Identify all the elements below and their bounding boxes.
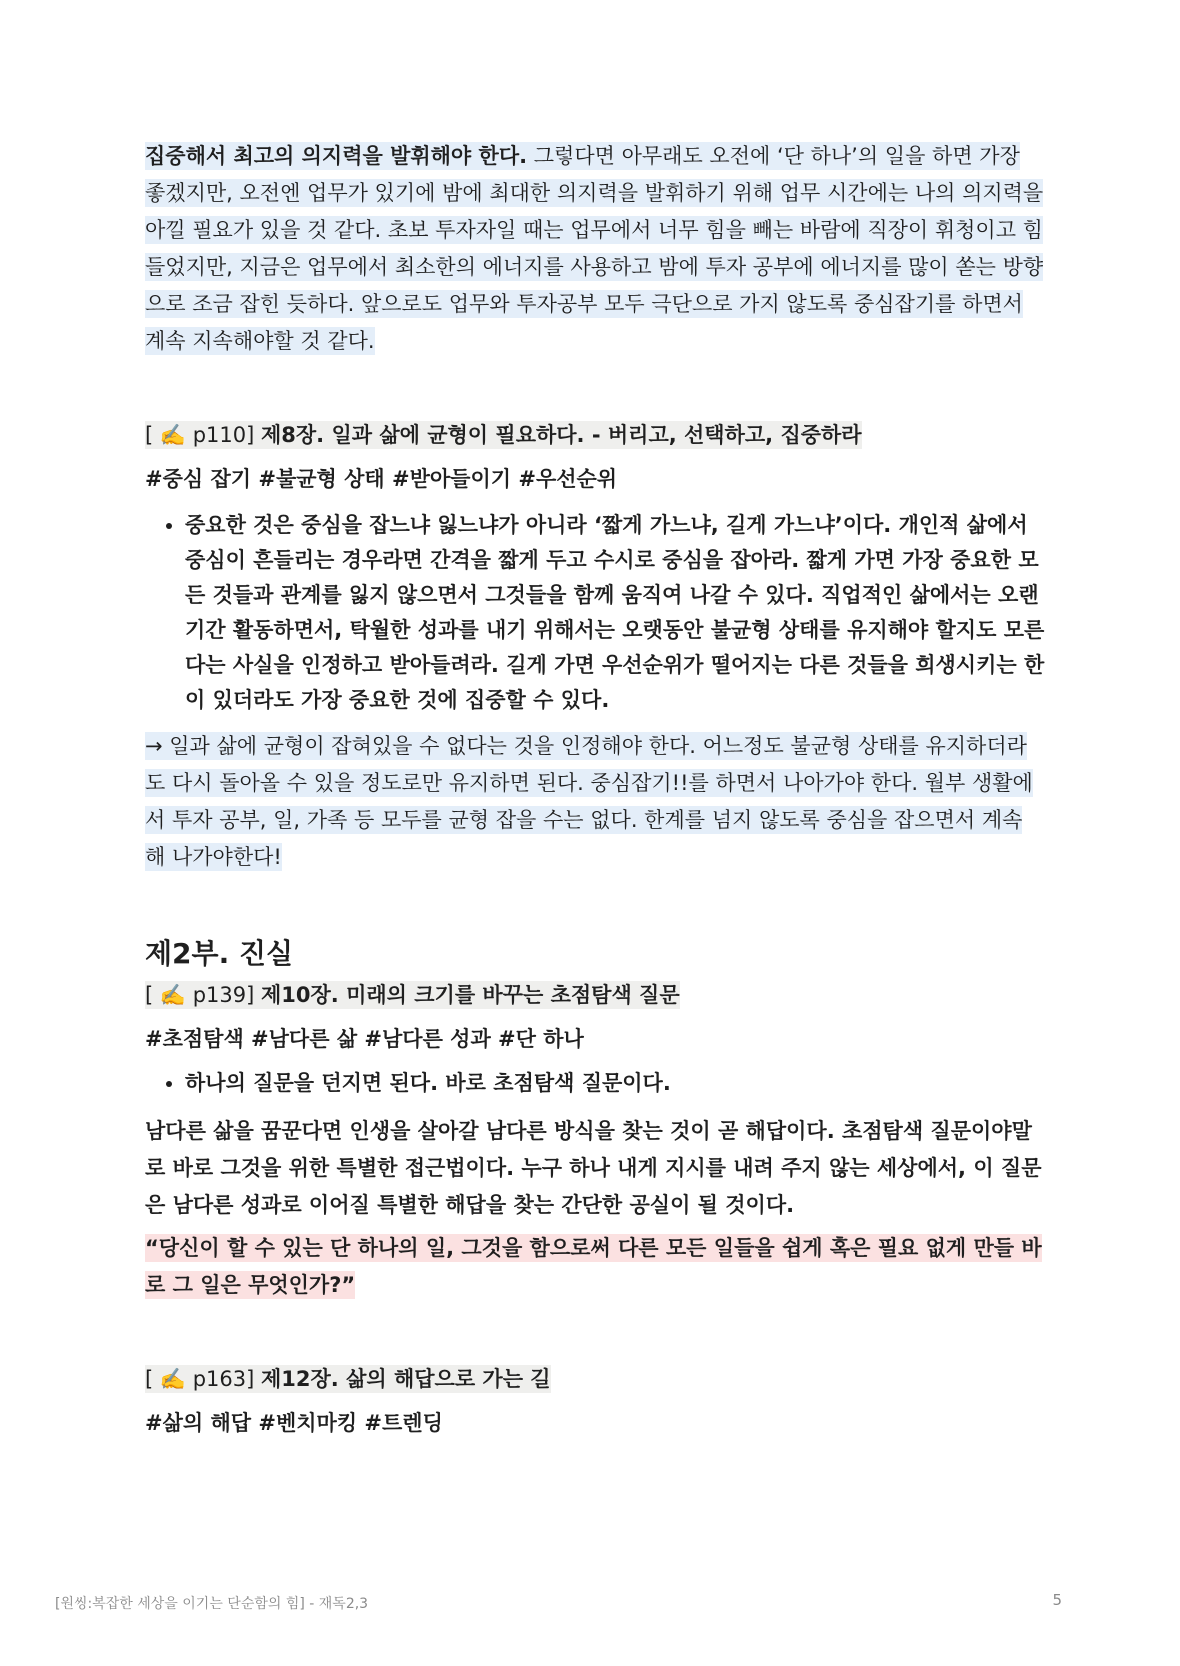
chapter-8-title: 제8장. 일과 삶에 균형이 필요하다. - 버리고, 선택하고, 집중하라 bbox=[261, 423, 862, 447]
writing-hand-icon: ✍️ bbox=[159, 983, 187, 1007]
chapter-12-heading bbox=[145, 1362, 1045, 1396]
reflection-text: → 일과 삶에 균형이 잡혀있을 수 없다는 것을 인정해야 한다. 어느정도 불균형 상태를 유지하더라도 다시 돌아올 수 있을 정도로만 유지하면 된다. 중심잡기!!를 하면서 나아가야 한다. 월부 생활에서 투자 공부, 일, 가족 등 모두를 균형 잡을 수는 없다. 한계를 넘지 않도록 중심을 잡으면서 계속 해 나가야한다! bbox=[145, 734, 1033, 869]
chapter-10-bullet-list bbox=[145, 1066, 1045, 1101]
intro-text: 그렇다면 아무래도 오전에 ‘단 하나’의 일을 하면 가장 좋겠지만, 오전엔 업무가 있기에 밤에 최대한 의지력을 발휘하기 위해 업무 시간에는 나의 의지력을 아낄 필요가 있을 것 같다. 초보 투자자일 때는 업무에서 너무 힘을 빼는 바람에 직장이 휘청이고 힘들었지만, 지금은 업무에서 최소한의 에너지를 사용하고 밤에 투자 공부에 에너지를 많이 쏟는 방향으로 조금 잡힌 듯하다. 앞으로도 업무와 투자공부 모두 극단으로 가지 않도록 중심잡기를 하면서 계속 지속해야할 것 같다. bbox=[145, 144, 1044, 353]
writing-hand-icon: ✍️ bbox=[159, 423, 187, 447]
bracket-open: [ bbox=[145, 423, 160, 447]
chapter-10-body: 남다른 삶을 꿈꾼다면 인생을 살아갈 남다른 방식을 찾는 것이 곧 해답이다. 초점탐색 질문이야말로 바로 그것을 위한 특별한 접근법이다. 누구 하나 내게 지시를 내려 주지 않는 세상에서, 이 질문은 남다른 성과로 이어질 특별한 해답을 찾는 간단한 공실이 될 것이다. bbox=[145, 1119, 1042, 1217]
chapter-8-reflection bbox=[145, 728, 1045, 876]
page-ref: p163] bbox=[186, 1367, 261, 1391]
chapter-12-tags: #삶의 해답 #벤치마킹 #트렌딩 bbox=[145, 1411, 443, 1435]
page-ref: p110] bbox=[186, 423, 261, 447]
footer-page-number: 5 bbox=[1052, 1591, 1062, 1609]
quote-text: “당신이 할 수 있는 단 하나의 일, 그것을 함으로써 다른 모든 일들을 쉽게 혹은 필요 없게 만들 바로 그 일은 무엇인가?” bbox=[145, 1236, 1042, 1297]
part-2-title: 제2부. 진실 bbox=[145, 937, 294, 970]
chapter-8-heading bbox=[145, 418, 1045, 452]
chapter-10-title: 제10장. 미래의 크기를 바꾸는 초점탐색 질문 bbox=[261, 983, 680, 1007]
intro-paragraph bbox=[145, 138, 1045, 360]
chapter-12-section bbox=[145, 1362, 1045, 1440]
chapter-8-tags: #중심 잡기 #불균형 상태 #받아들이기 #우선순위 bbox=[145, 467, 618, 491]
bracket-open: [ bbox=[145, 983, 160, 1007]
document-body bbox=[145, 138, 1045, 1440]
intro-bold-text: 집중해서 최고의 의지력을 발휘해야 한다. bbox=[145, 144, 528, 168]
chapter-10-quote bbox=[145, 1230, 1045, 1304]
chapter-10-heading bbox=[145, 978, 1045, 1012]
chapter-10-tags: #초점탐색 #남다른 삶 #남다른 성과 #단 하나 bbox=[145, 1027, 584, 1051]
chapter-10-bullet: • 하나의 질문을 던지면 된다. 바로 초점탐색 질문이다. bbox=[185, 1066, 1045, 1101]
bracket-open: [ bbox=[145, 1367, 160, 1391]
chapter-8-bullet-list bbox=[145, 508, 1045, 718]
chapter-8-bullet: • 중요한 것은 중심을 잡느냐 잃느냐가 아니라 ‘짧게 가느냐, 길게 가느냐’이다. 개인적 삶에서 중심이 흔들리는 경우라면 간격을 짧게 두고 수시로 중심을 잡아라. 짧게 가면 가장 중요한 모든 것들과 관계를 잃지 않으면서 그것들을 함께 움직여 나갈 수 있다. 직업적인 삶에서는 오랜 기간 활동하면서, 탁월한 성과를 내기 위해서는 오랫동안 불균형 상태를 유지해야 할지도 모른다는 사실을 인정하고 받아들려라. 길게 가면 우선순위가 떨어지는 다른 것들을 희생시키는 한이 있더라도 가장 중요한 것에 집중할 수 있다. bbox=[185, 508, 1045, 718]
chapter-12-title: 제12장. 삶의 해답으로 가는 길 bbox=[261, 1367, 551, 1391]
writing-hand-icon: ✍️ bbox=[159, 1367, 187, 1391]
page-ref: p139] bbox=[186, 983, 261, 1007]
footer-document-title: [원씽:복잡한 세상을 이기는 단순함의 힘] - 재독2,3 bbox=[55, 1596, 369, 1612]
chapter-8-section bbox=[145, 418, 1045, 876]
part-2-section bbox=[145, 934, 1045, 1304]
